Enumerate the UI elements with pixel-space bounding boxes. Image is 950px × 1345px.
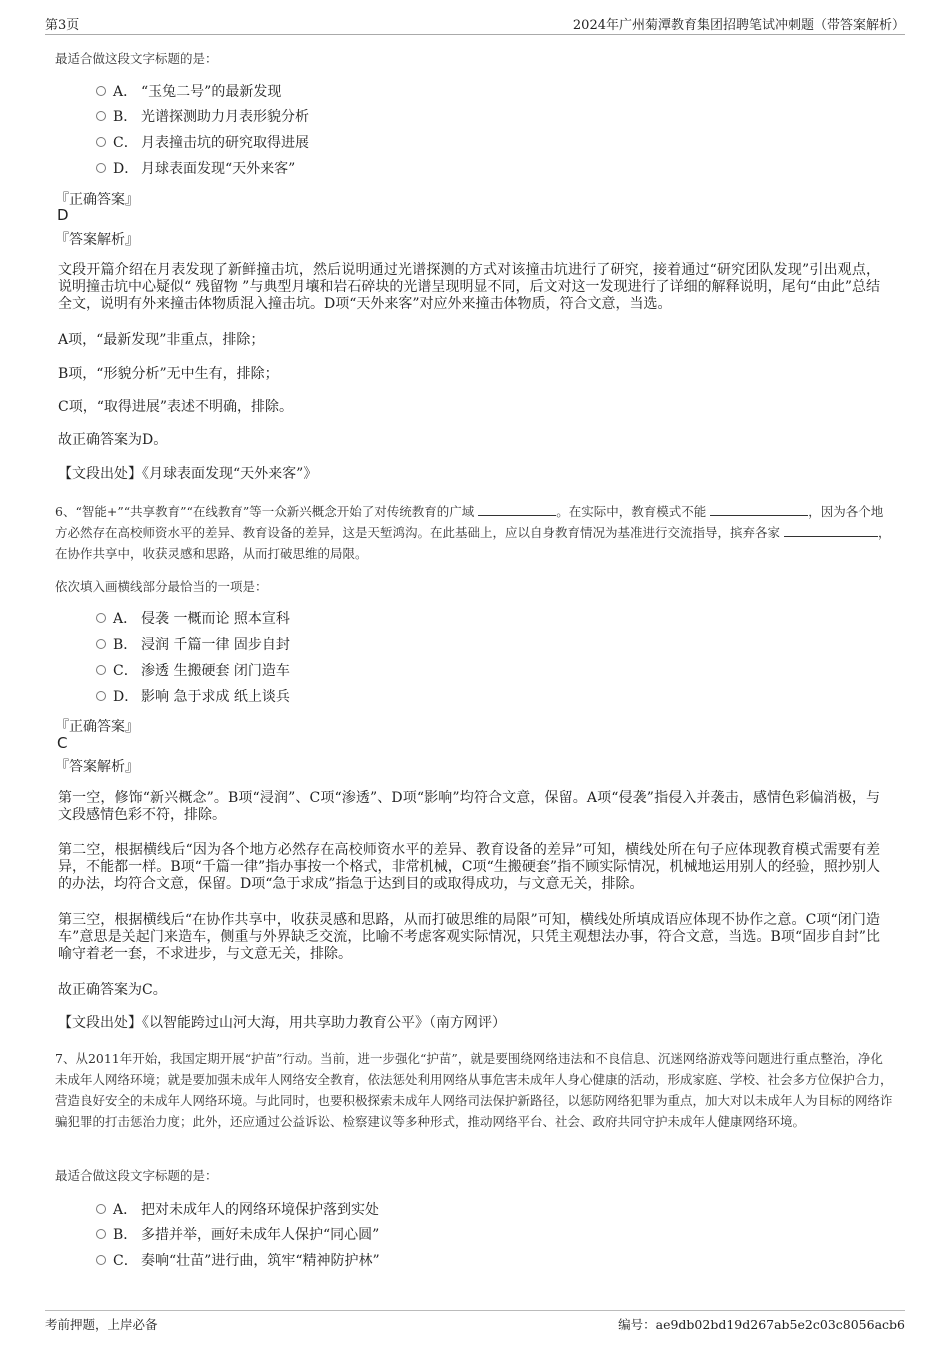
q5-option-c[interactable]: C． 月表撞击坑的研究取得进展	[96, 133, 309, 153]
page-number: 第3页	[45, 18, 80, 33]
radio-icon[interactable]	[96, 137, 106, 147]
document-id: 编号：ae9db02bd19d267ab5e2c03c8056acb6	[618, 1317, 905, 1332]
radio-icon[interactable]	[96, 665, 106, 675]
radio-icon[interactable]	[96, 86, 106, 96]
q6-option-d[interactable]: D． 影响 急于求成 纸上谈兵	[96, 687, 290, 707]
q6-passage: 6、“智能+”“共享教育”“在线教育”等一众新兴概念开始了对传统教育的广域 。在实际中，教育模式不能 ，因为各个地方必然存在高校师资水平的差异、教育设备的差异，这是天堑鸿沟。在此基础上，应以自身教育情况为基准进行交流指导，摈弃各家 ，在协作共享中，收获灵感和思路，从而打破思维的局限。	[55, 504, 891, 561]
analysis-paragraph: B项，“形貌分析”无中生有，排除；	[58, 366, 279, 382]
analysis-paragraph: C项，“取得进展”表述不明确，排除。	[58, 399, 294, 415]
source-citation: 【文段出处】《以智能跨过山河大海，用共享助力教育公平》（南方网评）	[58, 1015, 506, 1031]
q6-stem: 依次填入画横线部分最恰当的一项是：	[55, 579, 268, 594]
q7-option-c[interactable]: C． 奏响“壮苗”进行曲，筑牢“精神防护林”	[96, 1251, 380, 1271]
analysis-paragraph: 故正确答案为C。	[58, 982, 167, 998]
analysis-paragraph: 第一空，修饰“新兴概念”。B项“浸润”、C项“渗透”、D项“影响”均符合文意，保留。A项“侵袭”指侵入并袭击，感情色彩偏消极，与文段感情色彩不符，排除。	[58, 790, 880, 823]
q5-option-b[interactable]: B． 光谱探测助力月表形貌分析	[96, 107, 309, 127]
q5-stem: 最适合做这段文字标题的是：	[55, 51, 218, 66]
radio-icon[interactable]	[96, 691, 106, 701]
fill-blank	[710, 503, 808, 516]
q6-option-c[interactable]: C． 渗透 生搬硬套 闭门造车	[96, 661, 290, 681]
q5-option-a[interactable]: A． “玉兔二号”的最新发现	[96, 82, 281, 102]
correct-answer: D	[57, 206, 69, 224]
footer-slogan: 考前押题，上岸必备	[45, 1317, 158, 1332]
analysis-label: 『答案解析』	[55, 232, 139, 248]
q7-option-b[interactable]: B． 多措并举，画好未成年人保护“同心圆”	[96, 1225, 379, 1245]
analysis-paragraph: 故正确答案为D。	[58, 432, 168, 448]
analysis-paragraph: 第二空，根据横线后“因为各个地方必然存在高校师资水平的差异、教育设备的差异”可知，横线处所在句子应体现教育模式需要有差异，不能都一样。B项“千篇一律”指办事按一个格式，非常机械，C项“生搬硬套”指不顾实际情况，机械地运用别人的经验，照抄别人的办法，均符合文意，保留。D项“急于求成”指急于达到目的或取得成功，与文意无关，排除。	[58, 842, 880, 892]
source-citation: 【文段出处】《月球表面发现“天外来客”》	[58, 466, 318, 482]
radio-icon[interactable]	[96, 613, 106, 623]
page-header	[45, 12, 905, 35]
page-footer	[45, 1310, 905, 1335]
analysis-paragraph: 第三空，根据横线后“在协作共享中，收获灵感和思路，从而打破思维的局限”可知，横线处所填成语应体现不协作之意。C项“闭门造车”意思是关起门来造车，侧重与外界缺乏交流，比喻不考虑客观实际情况，只凭主观想法办事，符合文意，当选。B项“固步自封”比喻守着老一套，不求进步，与文意无关，排除。	[58, 912, 880, 962]
fill-blank	[784, 524, 878, 537]
q7-option-a[interactable]: A． 把对未成年人的网络环境保护落到实处	[96, 1200, 379, 1220]
fill-blank	[478, 503, 556, 516]
radio-icon[interactable]	[96, 639, 106, 649]
analysis-label: 『答案解析』	[55, 759, 139, 775]
correct-answer: C	[57, 734, 68, 752]
radio-icon[interactable]	[96, 163, 106, 173]
radio-icon[interactable]	[96, 111, 106, 121]
q5-option-d[interactable]: D． 月球表面发现“天外来客”	[96, 159, 295, 179]
answer-label: 『正确答案』	[55, 719, 139, 735]
document-title: 2024年广州菊潭教育集团招聘笔试冲刺题（带答案解析）	[572, 18, 905, 33]
analysis-paragraph: A项，“最新发现”非重点，排除；	[58, 332, 265, 348]
q6-option-b[interactable]: B． 浸润 千篇一律 固步自封	[96, 635, 290, 655]
answer-label: 『正确答案』	[55, 192, 139, 208]
radio-icon[interactable]	[96, 1255, 106, 1265]
radio-icon[interactable]	[96, 1229, 106, 1239]
q7-passage: 7、从2011年开始，我国定期开展“护苗”行动。当前，进一步强化“护苗”，就是要围绕网络违法和不良信息、沉迷网络游戏等问题进行重点整治，净化未成年人网络环境；就是要加强未成年人网络安全教育，依法惩处利用网络从事危害未成年人身心健康的活动，形成家庭、学校、社会多方位保护合力，营造良好安全的未成年人网络环境。与此同时，也要积极探索未成年人网络司法保护新路径，以惩防网络犯罪为重点，加大对以未成年人为目标的网络诈骗犯罪的打击惩治力度；此外，还应通过公益诉讼、检察建议等多种形式，推动网络平台、社会、政府共同守护未成年人健康网络环境。	[55, 1051, 893, 1129]
q7-stem: 最适合做这段文字标题的是：	[55, 1168, 218, 1183]
analysis-paragraph: 文段开篇介绍在月表发现了新鲜撞击坑，然后说明通过光谱探测的方式对该撞击坑进行了研究，接着通过“研究团队发现”引出观点，说明撞击坑中心疑似“ 残留物 ”与典型月壤和岩石碎块的光谱呈现明显不同，后文对这一发现进行了详细的解释说明，尾句“由此”总结全文，说明有外来撞击体物质混入撞击坑。D项“天外来客”对应外来撞击体物质，符合文意，当选。	[58, 262, 880, 312]
radio-icon[interactable]	[96, 1204, 106, 1214]
q6-option-a[interactable]: A． 侵袭 一概而论 照本宣科	[96, 609, 290, 629]
